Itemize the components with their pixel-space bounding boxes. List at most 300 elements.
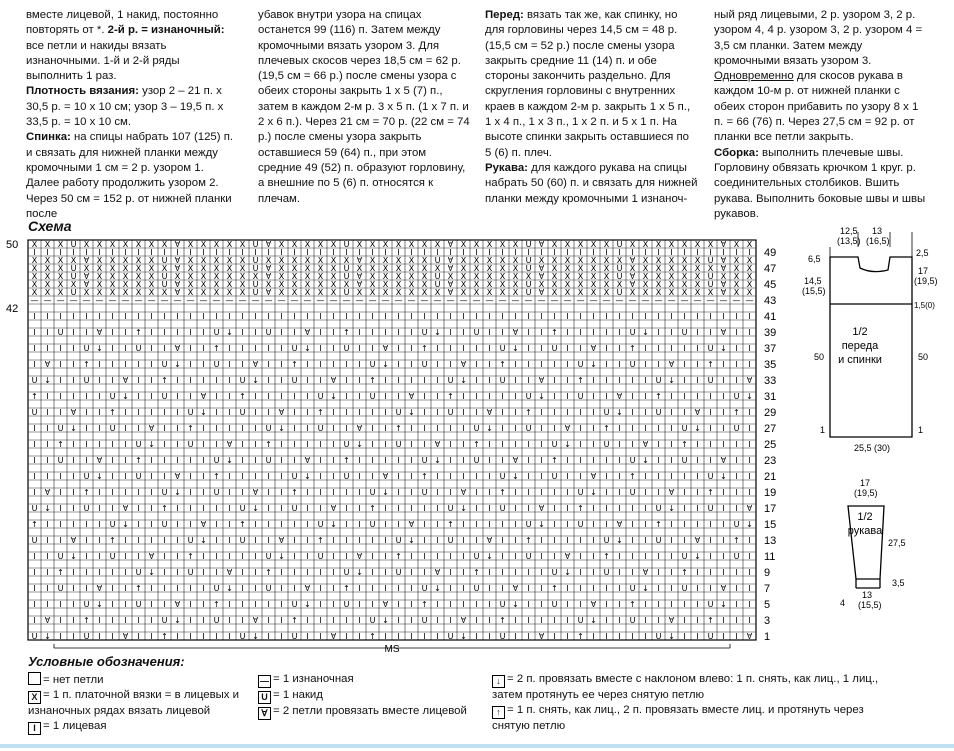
chart-stitch: I <box>488 568 491 577</box>
chart-stitch: I <box>397 248 400 257</box>
chart-stitch: ↑ <box>447 392 454 401</box>
chart-stitch: U <box>395 408 402 417</box>
chart-stitch: I <box>566 392 569 401</box>
chart-stitch: I <box>319 504 322 513</box>
chart-stitch: I <box>618 584 621 593</box>
chart-stitch: I <box>59 360 62 369</box>
body-label-2-5: 2,5 <box>916 248 929 258</box>
chart-stitch: I <box>267 376 270 385</box>
chart-stitch: X <box>226 288 233 297</box>
chart-stitch: I <box>319 488 322 497</box>
chart-stitch: U <box>395 568 402 577</box>
chart-stitch: I <box>267 360 270 369</box>
chart-stitch: ↓ <box>304 472 311 481</box>
chart-stitch: I <box>423 248 426 257</box>
chart-stitch: X <box>551 240 558 249</box>
chart-stitch: X <box>473 256 480 265</box>
chart-stitch: I <box>501 456 504 465</box>
body-label-13: 13 <box>872 226 883 236</box>
chart-stitch: I <box>189 376 192 385</box>
chart-stitch: X <box>460 288 467 297</box>
chart-stitch: U <box>369 520 376 529</box>
chart-stitch: X <box>499 288 506 297</box>
chart-stitch: I <box>202 328 205 337</box>
chart-stitch: I <box>514 632 517 641</box>
chart-row-label: 3 <box>764 615 771 627</box>
chart-stitch: X <box>252 272 259 281</box>
chart-stitch: I <box>384 632 387 641</box>
chart-stitch: ∀ <box>512 456 519 465</box>
body-label-13-5: (13,5) <box>837 236 861 246</box>
chart-stitch: U <box>421 328 428 337</box>
chart-row-label: 9 <box>764 567 771 579</box>
chart-stitch: X <box>655 256 662 265</box>
chart-stitch: I <box>696 600 699 609</box>
chart-stitch: I <box>150 632 153 641</box>
chart-stitch: I <box>319 360 322 369</box>
chart-stitch: I <box>384 568 387 577</box>
chart-stitch: I <box>527 328 530 337</box>
chart-stitch: I <box>371 584 374 593</box>
chart-stitch: — <box>459 296 468 305</box>
chart-stitch: I <box>488 360 491 369</box>
chart-stitch: I <box>176 536 179 545</box>
chart-stitch: I <box>566 520 569 529</box>
chart-stitch: I <box>514 360 517 369</box>
chart-stitch: ↓ <box>330 520 337 529</box>
chart-stitch: I <box>202 248 205 257</box>
legend-knit: I = 1 лицевая <box>28 719 248 735</box>
chart-stitch: U <box>187 536 194 545</box>
chart-stitch: ↑ <box>239 392 246 401</box>
chart-stitch: I <box>436 392 439 401</box>
chart-stitch: I <box>514 616 517 625</box>
chart-stitch: I <box>280 312 283 321</box>
chart-stitch: X <box>187 256 194 265</box>
chart-stitch: I <box>267 520 270 529</box>
chart-stitch: I <box>241 600 244 609</box>
chart-stitch: I <box>683 536 686 545</box>
chart-stitch: X <box>161 264 168 273</box>
chart-stitch: X <box>746 264 753 273</box>
chart-stitch: I <box>501 552 504 561</box>
chart-stitch: I <box>98 488 101 497</box>
chart-stitch: I <box>150 488 153 497</box>
chart-stitch: I <box>189 328 192 337</box>
chart-stitch: I <box>605 584 608 593</box>
chart-stitch: X <box>460 264 467 273</box>
chart-stitch: I <box>345 360 348 369</box>
chart-stitch: ∀ <box>226 440 233 449</box>
chart-stitch: I <box>189 584 192 593</box>
chart-stitch: I <box>358 600 361 609</box>
chart-row-label: 49 <box>764 247 777 259</box>
chart-stitch: U <box>733 552 740 561</box>
chart-stitch: I <box>33 456 36 465</box>
chart-stitch: I <box>319 440 322 449</box>
chart-stitch: X <box>577 240 584 249</box>
chart-stitch: ↑ <box>707 488 714 497</box>
chart-stitch: I <box>163 536 166 545</box>
chart-stitch: U <box>616 272 623 281</box>
chart-stitch: I <box>332 552 335 561</box>
chart-stitch: I <box>306 312 309 321</box>
chart-stitch: U <box>629 328 636 337</box>
chart-stitch: — <box>173 296 182 305</box>
chart-stitch: I <box>280 584 283 593</box>
chart-stitch: U <box>109 552 116 561</box>
chart-row-label: 23 <box>764 455 777 467</box>
chart-stitch: U <box>473 552 480 561</box>
chart-stitch: I <box>670 392 673 401</box>
chart-stitch: I <box>631 440 634 449</box>
chart-stitch: I <box>514 408 517 417</box>
chart-stitch: ↑ <box>655 392 662 401</box>
chart-stitch: ↓ <box>174 360 181 369</box>
chart-stitch: I <box>280 472 283 481</box>
chart-stitch: I <box>449 616 452 625</box>
chart-stitch: I <box>111 488 114 497</box>
chart-stitch: I <box>358 328 361 337</box>
chart-stitch: ∀ <box>174 264 181 273</box>
chart-stitch: X <box>83 264 90 273</box>
chart-left-label-42: 42 <box>6 303 19 315</box>
chart-stitch: I <box>124 536 127 545</box>
chart-stitch: I <box>670 520 673 529</box>
chart-stitch: I <box>553 488 556 497</box>
chart-stitch: I <box>696 392 699 401</box>
chart-stitch: I <box>345 632 348 641</box>
chart-stitch: ↑ <box>369 632 376 641</box>
chart-stitch: ↑ <box>265 568 272 577</box>
chart-stitch: U <box>603 568 610 577</box>
chart-stitch: I <box>475 408 478 417</box>
chart-stitch: X <box>694 264 701 273</box>
chart-stitch: I <box>241 344 244 353</box>
chart-stitch: I <box>423 424 426 433</box>
chart-stitch: U <box>213 328 220 337</box>
chart-stitch: I <box>150 312 153 321</box>
chart-stitch: I <box>176 440 179 449</box>
chart-stitch: X <box>187 272 194 281</box>
chart-stitch: ∀ <box>720 584 727 593</box>
chart-stitch: ∀ <box>278 536 285 545</box>
chart-stitch: U <box>629 456 636 465</box>
chart-stitch: X <box>343 280 350 289</box>
chart-stitch: I <box>254 552 257 561</box>
chart-stitch: I <box>332 440 335 449</box>
chart-stitch: I <box>566 248 569 257</box>
chart-stitch: X <box>577 272 584 281</box>
chart-stitch: X <box>239 288 246 297</box>
chart-stitch: I <box>345 488 348 497</box>
chart-stitch: U <box>109 424 116 433</box>
chart-stitch: I <box>124 440 127 449</box>
chart-stitch: X <box>668 280 675 289</box>
chart-stitch: ↓ <box>44 376 51 385</box>
chart-stitch: I <box>462 440 465 449</box>
chart-stitch: I <box>670 248 673 257</box>
chart-stitch: I <box>202 504 205 513</box>
chart-stitch: — <box>498 296 507 305</box>
chart-stitch: I <box>33 552 36 561</box>
chart-stitch: I <box>501 248 504 257</box>
chart-stitch: — <box>641 296 650 305</box>
chart-stitch: I <box>748 424 751 433</box>
chart-stitch: X <box>382 272 389 281</box>
chart-stitch: X <box>330 256 337 265</box>
chart-stitch: I <box>59 312 62 321</box>
chart-stitch: I <box>670 456 673 465</box>
body-label-12-5: 12,5 <box>840 226 858 236</box>
chart-stitch: ∀ <box>330 632 337 641</box>
chart-stitch: I <box>33 568 36 577</box>
chart-stitch: I <box>696 360 699 369</box>
chart-stitch: X <box>200 280 207 289</box>
chart-stitch: X <box>473 240 480 249</box>
chart-stitch: I <box>267 616 270 625</box>
chart-stitch: ↓ <box>460 632 467 641</box>
chart-stitch: I <box>410 376 413 385</box>
chart-stitch: I <box>46 568 49 577</box>
chart-stitch: I <box>748 344 751 353</box>
chart-stitch: I <box>618 504 621 513</box>
chart-stitch: I <box>488 440 491 449</box>
chart-stitch: I <box>384 424 387 433</box>
chart-stitch: I <box>579 408 582 417</box>
legend-purl: — = 1 изнаночная <box>260 673 354 686</box>
chart-stitch: X <box>31 256 38 265</box>
chart-stitch: I <box>514 424 517 433</box>
chart-stitch: I <box>410 584 413 593</box>
chart-stitch: I <box>137 616 140 625</box>
chart-stitch: I <box>475 632 478 641</box>
sleeve-label-4: 4 <box>840 598 846 608</box>
chart-stitch: I <box>280 328 283 337</box>
chart-stitch: U <box>57 424 64 433</box>
chart-stitch: ↑ <box>551 328 558 337</box>
chart-stitch: I <box>176 424 179 433</box>
chart-stitch: ↑ <box>395 552 402 561</box>
chart-stitch: I <box>137 408 140 417</box>
chart-stitch: X <box>473 288 480 297</box>
chart-stitch: I <box>150 360 153 369</box>
chart-stitch: I <box>189 392 192 401</box>
chart-stitch: — <box>264 296 273 305</box>
chart-stitch: U <box>655 632 662 641</box>
chart-stitch: X <box>629 288 636 297</box>
knitting-chart <box>0 236 800 656</box>
chart-stitch: X <box>512 256 519 265</box>
chart-stitch: ∀ <box>720 288 727 297</box>
chart-stitch: I <box>748 248 751 257</box>
chart-stitch: I <box>683 488 686 497</box>
chart-stitch: I <box>293 584 296 593</box>
chart-stitch: ↓ <box>590 488 597 497</box>
chart-row-label: 41 <box>764 311 777 323</box>
chart-stitch: I <box>371 456 374 465</box>
chart-stitch: X <box>564 240 571 249</box>
chart-stitch: X <box>408 280 415 289</box>
chart-stitch: I <box>657 344 660 353</box>
chart-stitch: X <box>421 240 428 249</box>
chart-stitch: U <box>616 288 623 297</box>
chart-stitch: X <box>538 280 545 289</box>
chart-stitch: X <box>421 280 428 289</box>
chart-stitch: X <box>57 288 64 297</box>
chart-stitch: ∀ <box>720 328 727 337</box>
chart-stitch: X <box>109 272 116 281</box>
chart-stitch: ∀ <box>447 240 454 249</box>
chart-stitch: U <box>83 472 90 481</box>
chart-stitch: I <box>488 488 491 497</box>
chart-stitch: ↓ <box>668 376 675 385</box>
sleeve-label-27-5: 27,5 <box>888 538 906 548</box>
chart-stitch: ∀ <box>564 424 571 433</box>
chart-stitch: I <box>280 568 283 577</box>
chart-stitch: I <box>566 456 569 465</box>
chart-stitch: I <box>72 632 75 641</box>
chart-stitch: I <box>332 360 335 369</box>
chart-stitch: X <box>239 264 246 273</box>
chart-stitch: I <box>345 536 348 545</box>
chart-stitch: ↑ <box>499 616 506 625</box>
chart-stitch: X <box>369 240 376 249</box>
chart-stitch: I <box>631 312 634 321</box>
chart-stitch: I <box>150 376 153 385</box>
chart-stitch: I <box>241 328 244 337</box>
chart-stitch: I <box>488 616 491 625</box>
chart-stitch: I <box>683 344 686 353</box>
chart-stitch: U <box>57 328 64 337</box>
chart-stitch: X <box>96 264 103 273</box>
chart-stitch: X <box>330 280 337 289</box>
chart-stitch: U <box>707 280 714 289</box>
chart-stitch: I <box>124 312 127 321</box>
chart-stitch: U <box>499 472 506 481</box>
chart-stitch: I <box>475 360 478 369</box>
chart-stitch: I <box>254 424 257 433</box>
chart-stitch: I <box>267 488 270 497</box>
chart-stitch: — <box>43 296 52 305</box>
chart-stitch: I <box>605 328 608 337</box>
chart-stitch: I <box>358 504 361 513</box>
chart-stitch: I <box>683 520 686 529</box>
chart-stitch: ↑ <box>31 392 38 401</box>
chart-stitch: I <box>670 472 673 481</box>
chart-stitch: U <box>252 256 259 265</box>
chart-stitch: I <box>566 600 569 609</box>
chart-stitch: I <box>579 456 582 465</box>
chart-stitch: ∀ <box>382 472 389 481</box>
chart-stitch: X <box>317 272 324 281</box>
chart-stitch: I <box>189 632 192 641</box>
chart-stitch: X <box>434 240 441 249</box>
chart-stitch: I <box>215 424 218 433</box>
chart-stitch: ↓ <box>44 632 51 641</box>
chart-stitch: ↑ <box>577 632 584 641</box>
chart-stitch: I <box>189 344 192 353</box>
chart-stitch: I <box>722 376 725 385</box>
chart-stitch: — <box>121 296 130 305</box>
chart-stitch: I <box>735 440 738 449</box>
dash-icon: — <box>260 676 269 686</box>
chart-stitch: X <box>96 288 103 297</box>
chart-stitch: I <box>293 456 296 465</box>
chart-stitch: I <box>280 344 283 353</box>
chart-stitch: ∀ <box>96 328 103 337</box>
chart-stitch: I <box>514 376 517 385</box>
chart-stitch: I <box>696 440 699 449</box>
chart-stitch: X <box>590 240 597 249</box>
chart-stitch: ↑ <box>551 584 558 593</box>
chart-stitch: X <box>655 272 662 281</box>
chart-stitch: U <box>681 584 688 593</box>
chart-stitch: I <box>475 488 478 497</box>
chart-stitch: U <box>83 376 90 385</box>
chart-stitch: X <box>109 288 116 297</box>
chart-stitch: I <box>449 440 452 449</box>
chart-stitch: ∀ <box>538 376 545 385</box>
chart-stitch: I <box>59 488 62 497</box>
chart-stitch: X <box>44 280 51 289</box>
chart-stitch: U <box>707 504 714 513</box>
chart-stitch: I <box>735 344 738 353</box>
chart-stitch: ∀ <box>174 600 181 609</box>
chart-stitch: I <box>202 424 205 433</box>
chart-stitch: I <box>423 312 426 321</box>
chart-stitch: I <box>475 600 478 609</box>
chart-stitch: ∀ <box>278 408 285 417</box>
chart-stitch: I <box>709 456 712 465</box>
chart-stitch: I <box>254 536 257 545</box>
chart-stitch: ∀ <box>265 240 272 249</box>
chart-stitch: X <box>473 280 480 289</box>
chart-stitch: X <box>148 280 155 289</box>
chart-stitch: I <box>553 424 556 433</box>
chart-stitch: I <box>72 360 75 369</box>
chart-stitch: ↓ <box>96 472 103 481</box>
chart-stitch: I <box>618 488 621 497</box>
chart-stitch: I <box>371 568 374 577</box>
chart-stitch: I <box>644 424 647 433</box>
chart-stitch: I <box>163 408 166 417</box>
chart-stitch: ∀ <box>96 584 103 593</box>
chart-stitch: I <box>709 520 712 529</box>
chart-stitch: X <box>31 272 38 281</box>
text-column-4: ный ряд лицевыми, 2 р. узором 3, 2 р. узором 4, 4 р. узором 3, 2 р. узором 4 = 3,5 см планки. Затем между кромочными вязать узором 3. Одновременно для скосов рукава в каждом 10-м р. от нижней планки с обеих сторон прибавить по узору 8 х 1 п. = 66 (76) п. Через 27,5 см = 92 р. от планки все петли закрыть. Сборка: выполнить плечевые швы. Горловину обвязать крючком 1 круг. р. соединительных столбиков. Вшить рукава. Выполнить боковые швы и швы рукавов. <box>714 9 926 220</box>
chart-stitch: I <box>488 392 491 401</box>
chart-stitch: ↑ <box>213 472 220 481</box>
chart-stitch: I <box>384 392 387 401</box>
chart-stitch: I <box>644 616 647 625</box>
chart-stitch: ∀ <box>642 568 649 577</box>
chart-stitch: ↓ <box>226 456 233 465</box>
chart-stitch: I <box>241 472 244 481</box>
chart-stitch: I <box>241 456 244 465</box>
chart-stitch: I <box>46 248 49 257</box>
chart-stitch: I <box>592 312 595 321</box>
chart-stitch: — <box>602 296 611 305</box>
chart-stitch: U <box>252 240 259 249</box>
chart-stitch: I <box>475 536 478 545</box>
chart-stitch: ↑ <box>31 520 38 529</box>
chart-stitch: I <box>696 504 699 513</box>
chart-stitch: — <box>355 296 364 305</box>
chart-stitch: I <box>59 504 62 513</box>
chart-stitch: I <box>579 312 582 321</box>
chart-stitch: I <box>176 504 179 513</box>
